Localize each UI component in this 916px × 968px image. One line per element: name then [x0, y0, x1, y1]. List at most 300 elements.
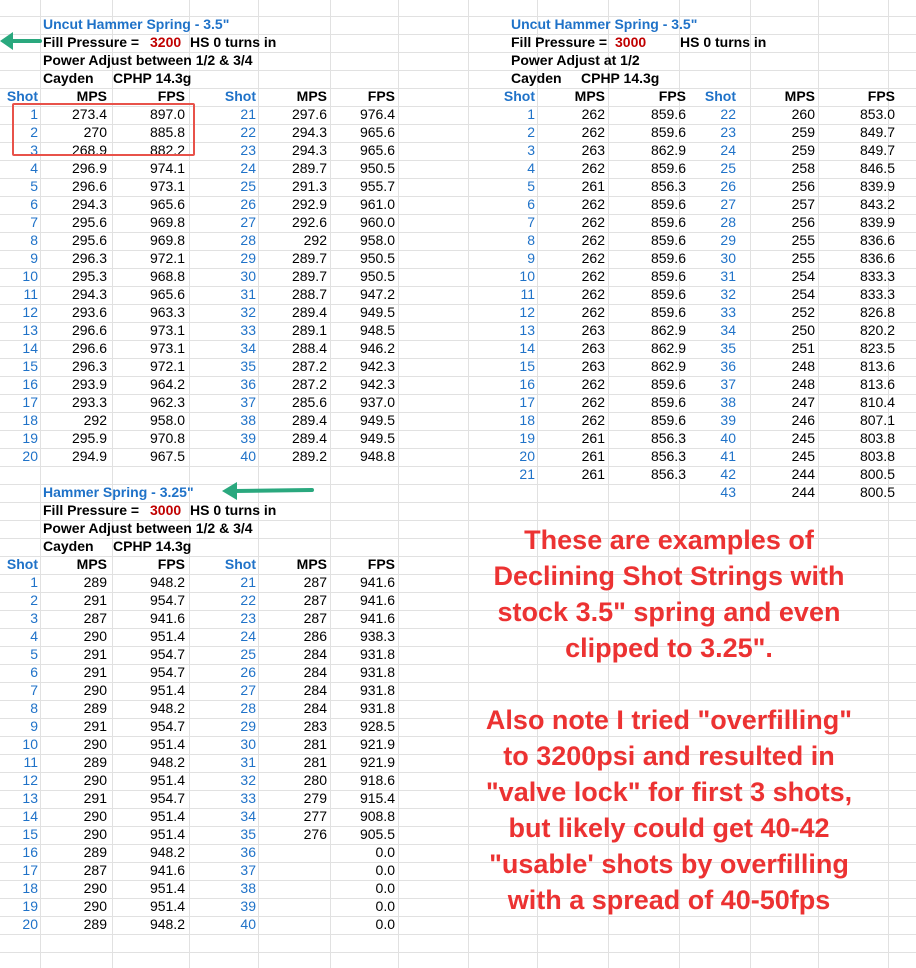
mps-value: 290	[83, 772, 107, 788]
mps-value: 292	[303, 232, 327, 248]
fps-value: 849.7	[859, 124, 895, 140]
fps-value: 826.8	[859, 304, 895, 320]
mps-value: 261	[581, 466, 605, 482]
header-mps: MPS	[296, 556, 327, 572]
mps-value: 254	[791, 268, 815, 284]
power-adjust: Power Adjust at 1/2	[511, 52, 640, 68]
mps-value: 293.3	[71, 394, 107, 410]
shot-number: 35	[240, 358, 256, 374]
shot-number: 11	[520, 286, 535, 302]
mps-value: 262	[581, 268, 605, 284]
fps-value: 949.5	[359, 304, 395, 320]
fps-value: 859.6	[650, 160, 686, 176]
shot-number: 13	[22, 322, 38, 338]
fps-value: 849.7	[859, 142, 895, 158]
mps-value: 262	[581, 394, 605, 410]
mps-value: 287	[83, 610, 107, 626]
shot-number: 16	[22, 376, 38, 392]
note-line: to 3200psi and resulted in	[503, 741, 835, 771]
mps-value: 262	[581, 250, 605, 266]
fps-value: 964.2	[149, 376, 185, 392]
fps-value: 950.5	[359, 250, 395, 266]
fps-value: 931.8	[359, 664, 395, 680]
mps-value: 290	[83, 682, 107, 698]
shot-number: 10	[22, 736, 38, 752]
mps-value: 245	[791, 448, 815, 464]
shot-number: 8	[30, 232, 38, 248]
note-line: but likely could get 40-42	[508, 813, 830, 843]
shot-number: 2	[527, 124, 535, 140]
fill-pressure-label: Fill Pressure =	[43, 502, 140, 518]
fps-value: 946.2	[359, 340, 395, 356]
shot-number: 6	[30, 664, 38, 680]
fps-value: 942.3	[359, 358, 395, 374]
mps-value: 248	[791, 376, 815, 392]
fps-value: 807.1	[859, 412, 895, 428]
shot-number: 39	[720, 412, 736, 428]
mps-value: 289.7	[291, 268, 327, 284]
fps-value: 973.1	[149, 340, 185, 356]
shot-number: 4	[30, 628, 38, 644]
mps-value: 259	[791, 142, 815, 158]
power-adjust: Power Adjust between 1/2 & 3/4	[43, 520, 253, 536]
fps-value: 951.4	[149, 826, 185, 842]
fps-value: 950.5	[359, 160, 395, 176]
shot-number: 28	[240, 700, 256, 716]
shot-number: 13	[22, 790, 38, 806]
mps-value: 287	[83, 862, 107, 878]
fps-value: 908.8	[359, 808, 395, 824]
shot-number: 2	[30, 592, 38, 608]
hammer-spring-turns: HS 0 turns in	[190, 502, 277, 518]
mps-value: 287	[303, 592, 327, 608]
fps-value: 942.3	[359, 376, 395, 392]
shot-number: 31	[720, 268, 736, 284]
fps-value: 931.8	[359, 700, 395, 716]
header-shot: Shot	[704, 88, 736, 104]
shot-number: 16	[519, 376, 535, 392]
shot-number: 36	[720, 358, 736, 374]
fps-value: 941.6	[149, 610, 185, 626]
shot-number: 21	[240, 574, 256, 590]
shot-number: 20	[22, 916, 38, 932]
fps-value: 948.8	[359, 448, 395, 464]
shot-number: 19	[22, 430, 38, 446]
fps-value: 938.3	[359, 628, 395, 644]
fps-value: 954.7	[149, 646, 185, 662]
fps-value: 931.8	[359, 646, 395, 662]
fps-value: 843.2	[859, 196, 895, 212]
mps-value: 262	[581, 376, 605, 392]
mps-value: 281	[303, 736, 327, 752]
fps-value: 859.6	[650, 250, 686, 266]
shot-number: 9	[30, 718, 38, 734]
fps-value: 949.5	[359, 430, 395, 446]
shot-number: 14	[519, 340, 535, 356]
fps-value: 859.6	[650, 196, 686, 212]
fps-value: 969.8	[149, 214, 185, 230]
mps-value: 263	[581, 142, 605, 158]
mps-value: 294.3	[71, 196, 107, 212]
fps-value: 951.4	[149, 682, 185, 698]
shot-number: 10	[22, 268, 38, 284]
fps-value: 839.9	[859, 178, 895, 194]
mps-value: 280	[303, 772, 327, 788]
shot-number: 38	[240, 412, 256, 428]
shot-number: 30	[240, 736, 256, 752]
mps-value: 296.3	[71, 250, 107, 266]
fps-value: 951.4	[149, 772, 185, 788]
fps-value: 949.5	[359, 412, 395, 428]
note-line: with a spread of 40-50fps	[507, 885, 831, 915]
fps-value: 948.5	[359, 322, 395, 338]
mps-value: 286	[303, 628, 327, 644]
mps-value: 287	[303, 574, 327, 590]
mps-value: 290	[83, 880, 107, 896]
fps-value: 820.2	[859, 322, 895, 338]
shot-number: 3	[30, 142, 38, 158]
mps-value: 244	[791, 484, 815, 500]
fps-value: 813.6	[859, 376, 895, 392]
shot-number: 11	[23, 286, 38, 302]
shot-number: 27	[240, 682, 256, 698]
mps-value: 262	[581, 304, 605, 320]
fps-value: 951.4	[149, 808, 185, 824]
mps-value: 273.4	[71, 106, 107, 122]
fps-value: 0.0	[375, 862, 395, 878]
fps-value: 859.6	[650, 106, 686, 122]
mps-value: 248	[791, 358, 815, 374]
fps-value: 951.4	[149, 898, 185, 914]
mps-value: 291	[83, 718, 107, 734]
fps-value: 951.4	[149, 736, 185, 752]
mps-value: 288.4	[291, 340, 327, 356]
mps-value: 297.6	[291, 106, 327, 122]
mps-value: 289	[83, 754, 107, 770]
shot-number: 1	[30, 574, 38, 590]
mps-value: 262	[581, 286, 605, 302]
shot-number: 5	[30, 646, 38, 662]
shot-number: 40	[240, 448, 256, 464]
mps-value: 295.6	[71, 214, 107, 230]
fps-value: 859.6	[650, 286, 686, 302]
fps-value: 937.0	[359, 394, 395, 410]
header-shot: Shot	[503, 88, 535, 104]
mps-value: 261	[581, 448, 605, 464]
shot-number: 23	[720, 124, 736, 140]
shot-number: 26	[240, 196, 256, 212]
shot-number: 28	[720, 214, 736, 230]
fps-value: 948.2	[149, 916, 185, 932]
fps-value: 905.5	[359, 826, 395, 842]
shot-number: 21	[519, 466, 535, 482]
shot-number: 18	[519, 412, 535, 428]
shot-number: 34	[240, 340, 256, 356]
shot-number: 26	[720, 178, 736, 194]
fps-value: 810.4	[859, 394, 895, 410]
shot-number: 36	[240, 376, 256, 392]
mps-value: 292.9	[291, 196, 327, 212]
fill-pressure-value: 3000	[615, 34, 647, 50]
fps-value: 862.9	[650, 340, 686, 356]
shot-number: 17	[22, 394, 38, 410]
pellet-type: CPHP 14.3g	[113, 538, 192, 554]
mps-value: 284	[303, 700, 327, 716]
mps-value: 289.4	[291, 304, 327, 320]
shot-number: 24	[720, 142, 736, 158]
mps-value: 294.9	[71, 448, 107, 464]
mps-value: 292.6	[291, 214, 327, 230]
mps-value: 279	[303, 790, 327, 806]
fps-value: 918.6	[359, 772, 395, 788]
shot-number: 33	[720, 304, 736, 320]
shot-number: 34	[240, 808, 256, 824]
shot-number: 41	[720, 448, 736, 464]
shot-number: 2	[30, 124, 38, 140]
shot-number: 27	[720, 196, 736, 212]
fps-value: 954.7	[149, 790, 185, 806]
fps-value: 859.6	[650, 412, 686, 428]
shot-number: 11	[23, 754, 38, 770]
mps-value: 262	[581, 412, 605, 428]
mps-value: 288.7	[291, 286, 327, 302]
fps-value: 915.4	[359, 790, 395, 806]
shot-number: 5	[30, 178, 38, 194]
mps-value: 289.7	[291, 250, 327, 266]
mps-value: 246	[791, 412, 815, 428]
shot-number: 1	[30, 106, 38, 122]
shot-number: 4	[30, 160, 38, 176]
mps-value: 281	[303, 754, 327, 770]
header-fps: FPS	[157, 556, 185, 572]
shot-number: 30	[720, 250, 736, 266]
fps-value: 800.5	[859, 484, 895, 500]
fps-value: 803.8	[859, 430, 895, 446]
mps-value: 287	[303, 610, 327, 626]
mps-value: 289	[83, 844, 107, 860]
shot-number: 7	[527, 214, 535, 230]
shooter-name: Cayden	[43, 538, 94, 554]
fps-value: 0.0	[375, 898, 395, 914]
shot-number: 4	[527, 160, 535, 176]
shot-number: 23	[240, 610, 256, 626]
fps-value: 965.6	[149, 286, 185, 302]
fps-value: 973.1	[149, 178, 185, 194]
shot-number: 12	[519, 304, 535, 320]
fps-value: 955.7	[359, 178, 395, 194]
arrow-hammer-spring-325-icon	[222, 480, 318, 502]
shot-number: 22	[240, 124, 256, 140]
mps-value: 256	[791, 178, 815, 194]
fps-value: 859.6	[650, 124, 686, 140]
fps-value: 846.5	[859, 160, 895, 176]
shot-number: 6	[30, 196, 38, 212]
mps-value: 284	[303, 664, 327, 680]
fps-value: 941.6	[359, 574, 395, 590]
note-line: clipped to 3.25".	[565, 633, 773, 663]
fps-value: 859.6	[650, 304, 686, 320]
mps-value: 289.1	[291, 322, 327, 338]
mps-value: 296.3	[71, 358, 107, 374]
fps-value: 0.0	[375, 844, 395, 860]
mps-value: 296.6	[71, 322, 107, 338]
shot-number: 22	[240, 592, 256, 608]
header-shot: Shot	[224, 556, 256, 572]
fps-value: 921.9	[359, 736, 395, 752]
fps-value: 803.8	[859, 448, 895, 464]
fill-pressure-value: 3000	[150, 502, 182, 518]
mps-value: 261	[581, 178, 605, 194]
mps-value: 287.2	[291, 376, 327, 392]
mps-value: 290	[83, 628, 107, 644]
fps-value: 970.8	[149, 430, 185, 446]
fps-value: 948.2	[149, 844, 185, 860]
shot-number: 33	[240, 790, 256, 806]
shot-number: 31	[240, 286, 256, 302]
shot-number: 16	[22, 844, 38, 860]
header-mps: MPS	[76, 88, 107, 104]
header-mps: MPS	[784, 88, 815, 104]
shot-number: 37	[720, 376, 736, 392]
shot-number: 20	[22, 448, 38, 464]
fps-value: 853.0	[859, 106, 895, 122]
shot-number: 19	[22, 898, 38, 914]
shot-number: 19	[519, 430, 535, 446]
note-line: Also note I tried "overfilling"	[485, 705, 853, 735]
fps-value: 973.1	[149, 322, 185, 338]
header-mps: MPS	[76, 556, 107, 572]
shot-number: 15	[519, 358, 535, 374]
shot-number: 38	[240, 880, 256, 896]
shot-number: 18	[22, 880, 38, 896]
note-line: Declining Shot Strings with	[493, 561, 845, 591]
shot-number: 9	[30, 250, 38, 266]
fps-value: 969.8	[149, 232, 185, 248]
shot-number: 40	[240, 916, 256, 932]
shot-number: 12	[22, 772, 38, 788]
mps-value: 245	[791, 430, 815, 446]
fps-value: 859.6	[650, 232, 686, 248]
header-fps: FPS	[867, 88, 895, 104]
mps-value: 262	[581, 106, 605, 122]
shot-number: 29	[720, 232, 736, 248]
mps-value: 290	[83, 826, 107, 842]
shot-number: 18	[22, 412, 38, 428]
fps-value: 0.0	[375, 880, 395, 896]
shot-number: 15	[22, 358, 38, 374]
shot-number: 28	[240, 232, 256, 248]
fps-value: 941.6	[149, 862, 185, 878]
mps-value: 268.9	[71, 142, 107, 158]
shot-number: 17	[22, 862, 38, 878]
shot-number: 42	[720, 466, 736, 482]
shot-number: 29	[240, 718, 256, 734]
shot-number: 5	[527, 178, 535, 194]
fps-value: 833.3	[859, 268, 895, 284]
fps-value: 948.2	[149, 754, 185, 770]
mps-value: 284	[303, 682, 327, 698]
mps-value: 270	[83, 124, 107, 140]
fps-value: 962.3	[149, 394, 185, 410]
shooter-name: Cayden	[511, 70, 562, 86]
note-line: "valve lock" for first 3 shots,	[485, 777, 853, 807]
fps-value: 931.8	[359, 682, 395, 698]
fps-value: 839.9	[859, 214, 895, 230]
shot-number: 35	[240, 826, 256, 842]
shot-number: 12	[22, 304, 38, 320]
fps-value: 961.0	[359, 196, 395, 212]
shot-number: 32	[720, 286, 736, 302]
header-fps: FPS	[658, 88, 686, 104]
shot-number: 25	[240, 178, 256, 194]
mps-value: 289.7	[291, 160, 327, 176]
mps-value: 244	[791, 466, 815, 482]
fps-value: 856.3	[650, 448, 686, 464]
fps-value: 921.9	[359, 754, 395, 770]
mps-value: 294.3	[71, 286, 107, 302]
header-fps: FPS	[157, 88, 185, 104]
shot-number: 39	[240, 898, 256, 914]
shot-number: 14	[22, 340, 38, 356]
power-adjust: Power Adjust between 1/2 & 3/4	[43, 52, 253, 68]
header-fps: FPS	[367, 88, 395, 104]
mps-value: 291	[83, 790, 107, 806]
pellet-type: CPHP 14.3g	[113, 70, 192, 86]
fps-value: 974.1	[149, 160, 185, 176]
fps-value: 813.6	[859, 358, 895, 374]
mps-value: 263	[581, 322, 605, 338]
fps-value: 954.7	[149, 592, 185, 608]
mps-value: 254	[791, 286, 815, 302]
shot-number: 1	[527, 106, 535, 122]
mps-value: 291	[83, 646, 107, 662]
fps-value: 972.1	[149, 250, 185, 266]
mps-value: 261	[581, 430, 605, 446]
shot-number: 14	[22, 808, 38, 824]
shot-number: 38	[720, 394, 736, 410]
mps-value: 257	[791, 196, 815, 212]
shot-number: 39	[240, 430, 256, 446]
fps-value: 972.1	[149, 358, 185, 374]
fps-value: 897.0	[149, 106, 185, 122]
mps-value: 289	[83, 916, 107, 932]
fps-value: 833.3	[859, 286, 895, 302]
shot-number: 23	[240, 142, 256, 158]
fps-value: 960.0	[359, 214, 395, 230]
shot-number: 7	[30, 214, 38, 230]
shot-number: 36	[240, 844, 256, 860]
mps-value: 262	[581, 160, 605, 176]
shot-number: 10	[519, 268, 535, 284]
fps-value: 800.5	[859, 466, 895, 482]
shot-number: 26	[240, 664, 256, 680]
mps-value: 260	[791, 106, 815, 122]
mps-value: 289.4	[291, 430, 327, 446]
mps-value: 296.9	[71, 160, 107, 176]
mps-value: 263	[581, 358, 605, 374]
shot-number: 34	[720, 322, 736, 338]
mps-value: 291	[83, 592, 107, 608]
mps-value: 258	[791, 160, 815, 176]
mps-value: 284	[303, 646, 327, 662]
fps-value: 859.6	[650, 268, 686, 284]
fps-value: 0.0	[375, 916, 395, 932]
mps-value: 289	[83, 574, 107, 590]
mps-value: 294.3	[291, 124, 327, 140]
mps-value: 294.3	[291, 142, 327, 158]
shot-number: 25	[240, 646, 256, 662]
fps-value: 859.6	[650, 376, 686, 392]
